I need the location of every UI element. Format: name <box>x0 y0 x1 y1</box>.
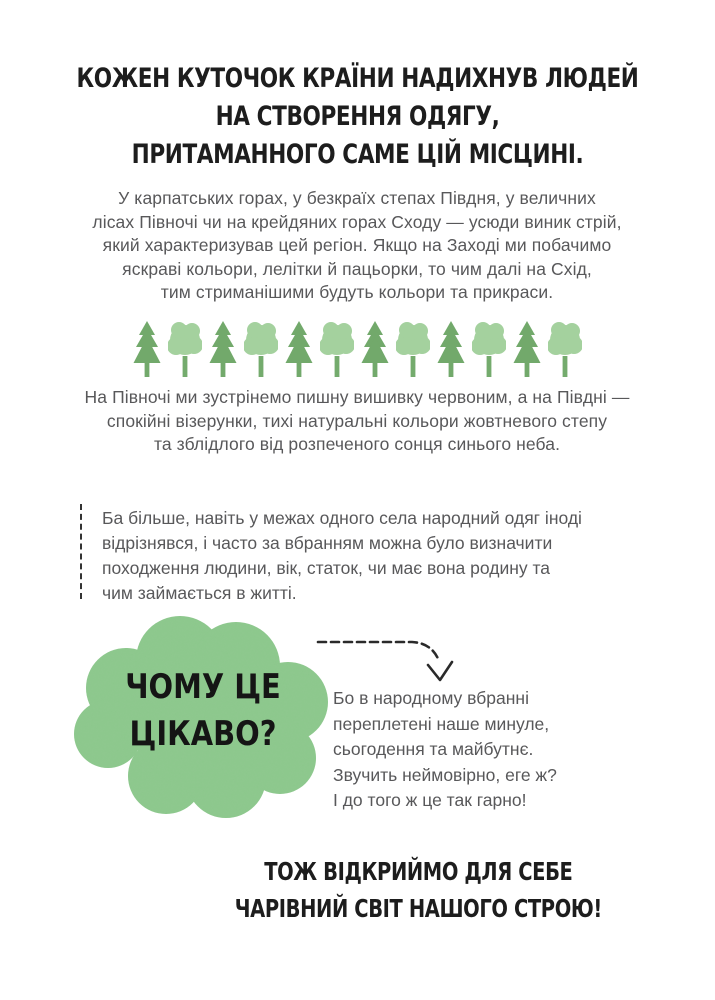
paragraph-line: лісах Півночі чи на крейдяних горах Сходу — усюди виник стрій, <box>92 211 622 232</box>
paragraph-line: та зблідлого від розпеченого сонця синього неба. <box>153 434 561 454</box>
paragraph-line: яскраві кольори, лелітки й пацьорки, то чим далі на Схід, <box>122 258 592 279</box>
deciduous-tree-icon <box>548 320 582 378</box>
pine-tree-icon <box>133 320 161 378</box>
bubble-label-line: ЧОМУ ЦЕ <box>125 667 281 707</box>
deciduous-tree-icon <box>244 320 278 378</box>
page-title-line: КОЖЕН КУТОЧОК КРАЇНИ НАДИХНУВ ЛЮДЕЙ <box>76 63 639 94</box>
note-line: Звучить неймовірно, еге ж? <box>333 764 557 785</box>
bubble-note <box>333 686 593 814</box>
dashed-arrow-down-icon <box>312 630 472 692</box>
deciduous-tree-icon <box>396 320 430 378</box>
intro-paragraph <box>37 187 677 305</box>
paragraph-line: походження людини, вік, статок, чи має вона родину та <box>102 558 551 578</box>
dashed-vertical-rule <box>80 504 82 599</box>
tree-divider <box>0 318 715 378</box>
page-title <box>72 60 644 174</box>
paragraph-line: тим стриманішими будуть кольори та прикраси. <box>160 282 554 302</box>
paragraph-line: На Півночі ми зустрінемо пишну вишивку червоним, а на Півдні — <box>84 387 630 407</box>
deciduous-tree-icon <box>472 320 506 378</box>
note-line: сьогодення та майбутнє. <box>333 739 534 759</box>
closing-heading-line: ТОЖ ВІДКРИЙМО ДЛЯ СЕБЕ <box>264 857 573 886</box>
paragraph-line: спокійні візерунки, тихі натуральні кольори жовтневого степу <box>106 410 608 431</box>
pine-tree-icon <box>361 320 389 378</box>
paragraph-line: відрізнявся, і часто за вбранням можна було визначити <box>102 533 553 553</box>
note-line: Бо в народному вбранні <box>333 688 529 708</box>
pine-tree-icon <box>209 320 237 378</box>
paragraph-line: який характеризував цей регіон. Якщо на Заході ми побачимо <box>102 235 612 255</box>
pine-tree-icon <box>513 320 541 378</box>
page-title-line: ПРИТАМАННОГО САМЕ ЦІЙ МІСЦИНІ. <box>131 139 584 170</box>
closing-heading <box>139 853 697 927</box>
closing-heading-line: ЧАРІВНИЙ СВІТ НАШОГО СТРОЮ! <box>234 894 602 923</box>
deciduous-tree-icon <box>320 320 354 378</box>
bubble-label-line: ЦІКАВО? <box>129 714 277 754</box>
north-south-paragraph <box>37 386 677 457</box>
page-title-line: НА СТВОРЕННЯ ОДЯГУ, <box>215 101 500 132</box>
pine-tree-icon <box>437 320 465 378</box>
note-line: переплетені наше минуле, <box>333 713 550 734</box>
pine-tree-icon <box>285 320 313 378</box>
paragraph-line: Ба більше, навіть у межах одного села народний одяг іноді <box>102 508 582 528</box>
note-line: І до того ж це так гарно! <box>333 790 527 810</box>
paragraph-line: У карпатських горах, у безкраїх степах Півдня, у величних <box>118 188 596 208</box>
village-dress-paragraph <box>102 506 632 606</box>
paragraph-line: чим займається в житті. <box>102 583 297 603</box>
deciduous-tree-icon <box>168 320 202 378</box>
why-interesting-label <box>88 664 318 758</box>
